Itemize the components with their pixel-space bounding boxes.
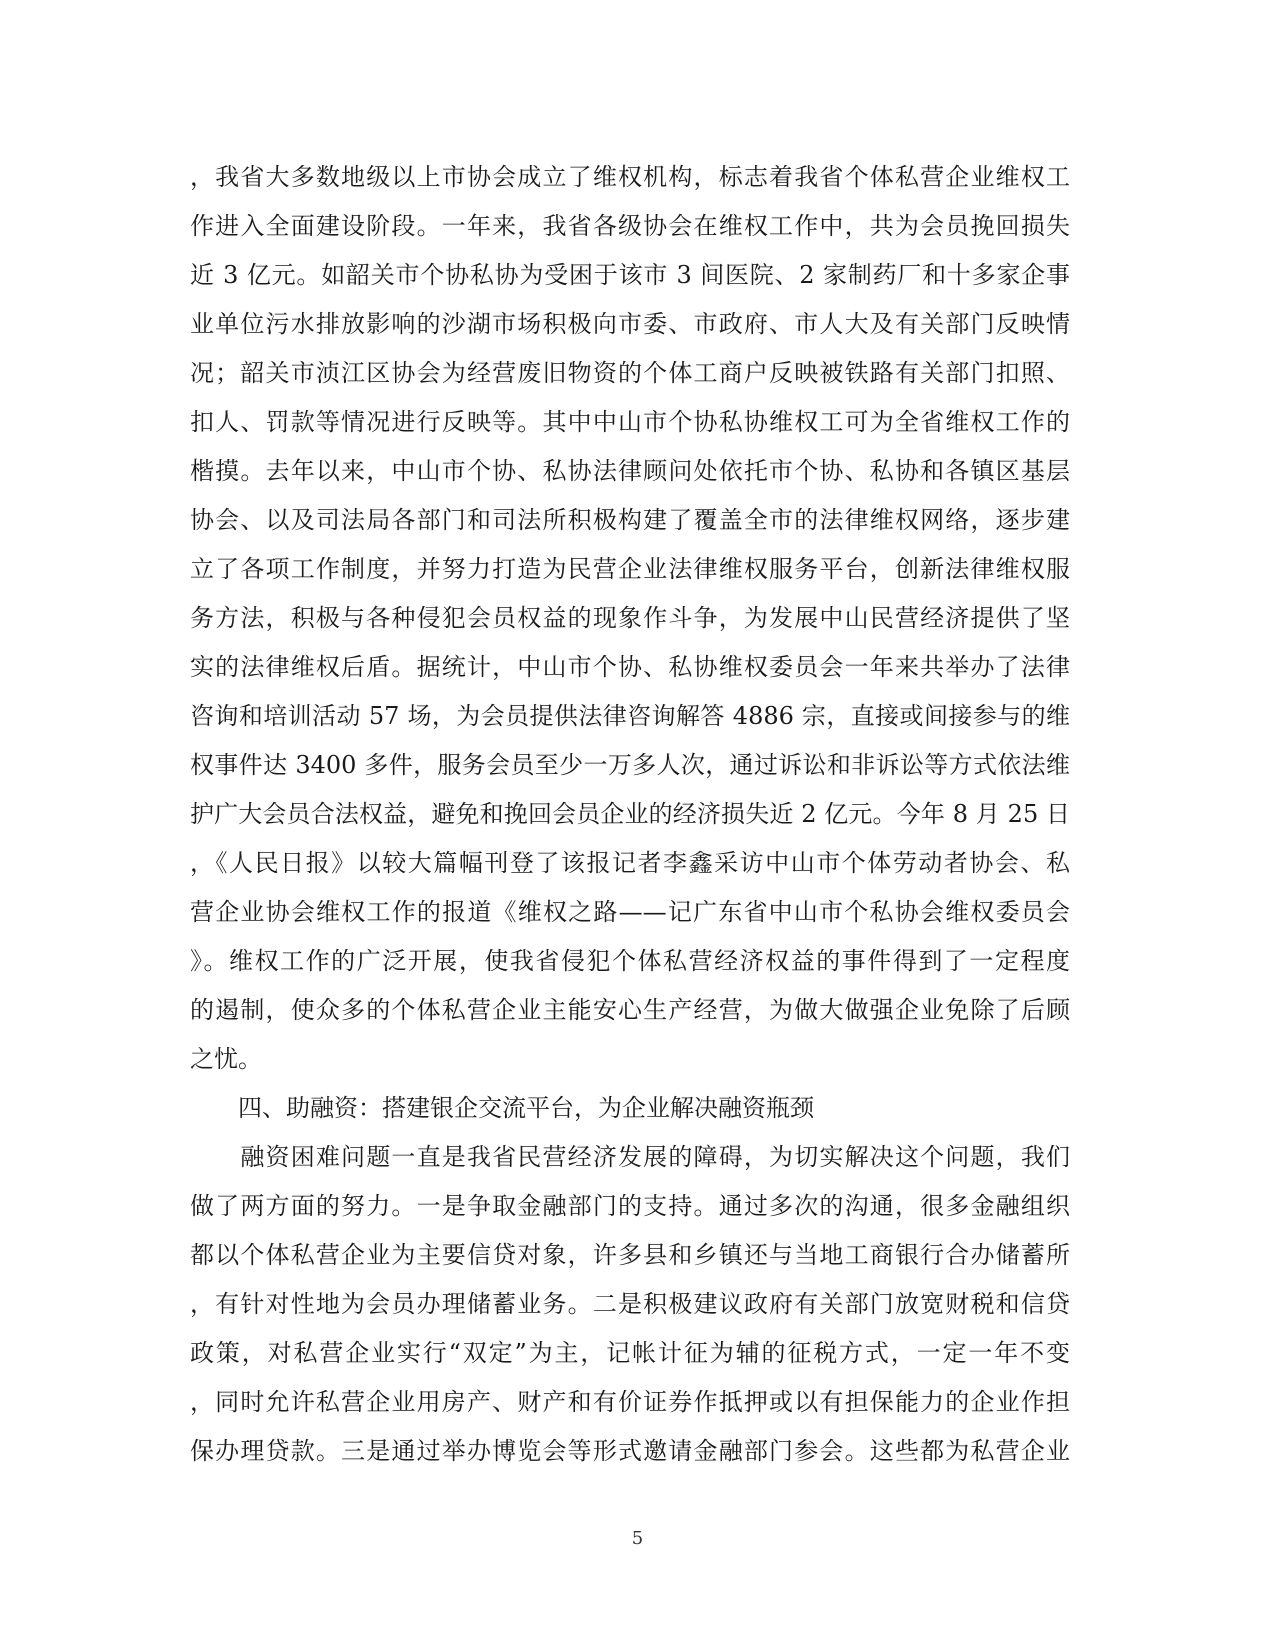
text-line: 之忧。 [190,1045,262,1073]
text-line: 作进入全面建设阶段。一年来，我省各级协会在维权工作中，共为会员挽回损失 [190,212,1070,240]
text-line: 扣人、罚款等情况进行反映等。其中中山市个协私协维权工可为全省维权工作的 [190,408,1070,436]
text-line: 都以个体私营企业为主要信贷对象，许多县和乡镇还与当地工商银行合办储蓄所 [190,1241,1070,1269]
text-line: 楷摸。去年以来，中山市个协、私协法律顾问处依托市个协、私协和各镇区基层 [190,457,1070,485]
text-line: 业单位污水排放影响的沙湖市场积极向市委、市政府、市人大及有关部门反映情 [190,310,1070,338]
text-line: ，《人民日报》以较大篇幅刊登了该报记者李鑫采访中山市个体劳动者协会、私 [190,849,1070,877]
text-line: 权事件达 3400 多件，服务会员至少一万多人次，通过诉讼和非诉讼等方式依法维 [190,751,1070,779]
text-line: 近 3 亿元。如韶关市个协私协为受困于该市 3 间医院、2 家制药厂和十多家企事 [190,261,1070,289]
text-line: 》。维权工作的广泛开展，使我省侵犯个体私营经济权益的事件得到了一定程度 [190,947,1070,975]
text-line: 协会、以及司法局各部门和司法所积极构建了覆盖全市的法律维权网络，逐步建 [190,506,1070,534]
text-line: 务方法，积极与各种侵犯会员权益的现象作斗争，为发展中山民营经济提供了坚 [190,604,1070,632]
text-line: 咨询和培训活动 57 场，为会员提供法律咨询解答 4886 宗，直接或间接参与的维 [190,702,1070,730]
text-line: 立了各项工作制度，并努力打造为民营企业法律维权服务平台，创新法律维权服 [190,555,1070,583]
text-line: 护广大会员合法权益，避免和挽回会员企业的经济损失近 2 亿元。今年 8 月 25 日 [190,800,1070,828]
body-text [190,153,1070,1476]
text-line: 的遏制，使众多的个体私营企业主能安心生产经营，为做大做强企业免除了后顾 [190,996,1070,1024]
text-line: ，同时允许私营企业用房产、财产和有价证券作抵押或以有担保能力的企业作担 [190,1388,1070,1416]
text-line: 况；韶关市浈江区协会为经营废旧物资的个体工商户反映被铁路有关部门扣照、 [190,359,1070,387]
page-number: 5 [631,1528,644,1549]
text-line: 保办理贷款。三是通过举办博览会等形式邀请金融部门参会。这些都为私营企业 [190,1437,1070,1465]
text-line: 营企业协会维权工作的报道《维权之路——记广东省中山市个私协会维权委员会 [190,898,1070,926]
text-line: 做了两方面的努力。一是争取金融部门的支持。通过多次的沟通，很多金融组织 [190,1192,1070,1220]
text-line: 政策，对私营企业实行“双定”为主，记帐计征为辅的征税方式，一定一年不变 [190,1339,1070,1367]
text-line: 融资困难问题一直是我省民营经济发展的障碍，为切实解决这个问题，我们 [190,1143,1070,1171]
text-line: 实的法律维权后盾。据统计，中山市个协、私协维权委员会一年来共举办了法律 [190,653,1070,681]
text-line: ，我省大多数地级以上市协会成立了维权机构，标志着我省个体私营企业维权工 [190,163,1070,191]
section-heading: 四、助融资：搭建银企交流平台，为企业解决融资瓶颈 [190,1094,814,1122]
text-line: ，有针对性地为会员办理储蓄业务。二是积极建议政府有关部门放宽财税和信贷 [190,1290,1070,1318]
